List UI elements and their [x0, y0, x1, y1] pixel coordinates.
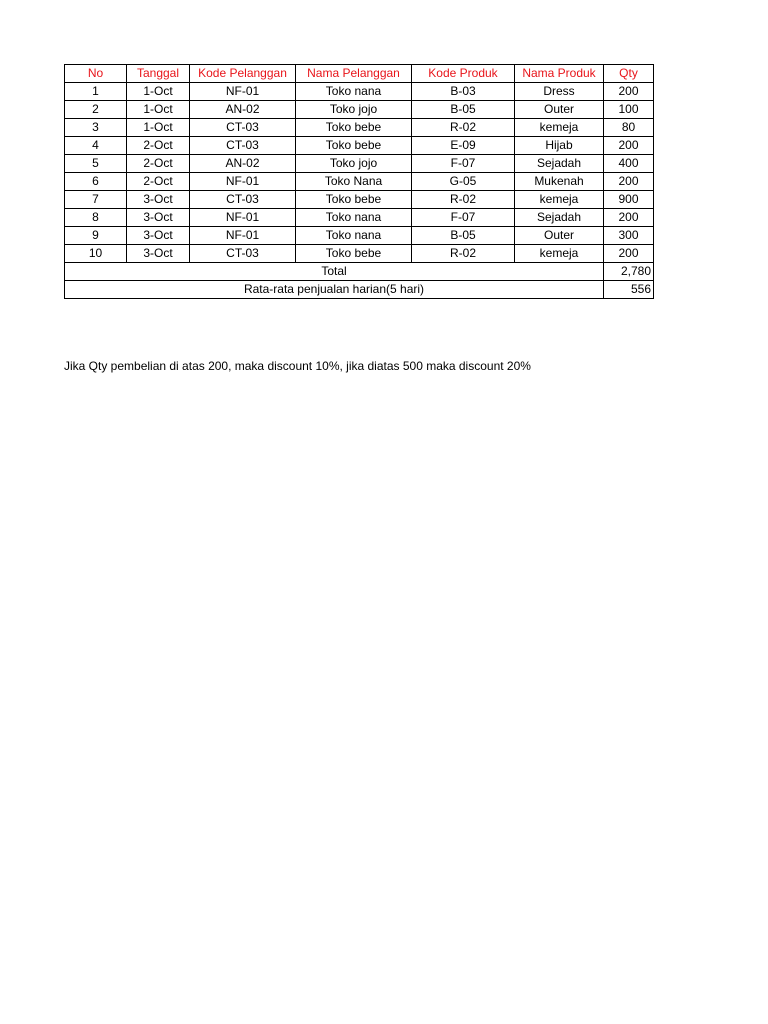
cell-no: 3 [65, 119, 127, 137]
cell-no: 10 [65, 245, 127, 263]
cell-kode-pelanggan: NF-01 [190, 173, 296, 191]
cell-nama-pelanggan: Toko Nana [296, 173, 412, 191]
cell-qty: 900 [604, 191, 654, 209]
table-row [65, 101, 654, 119]
cell-kode-pelanggan: AN-02 [190, 155, 296, 173]
cell-kode-produk: F-07 [412, 155, 515, 173]
cell-nama-pelanggan: Toko nana [296, 83, 412, 101]
cell-nama-pelanggan: Toko bebe [296, 245, 412, 263]
table-row [65, 83, 654, 101]
cell-kode-produk: B-05 [412, 227, 515, 245]
table-row [65, 155, 654, 173]
cell-qty: 200 [604, 137, 654, 155]
cell-nama-produk: Outer [515, 227, 604, 245]
cell-nama-pelanggan: Toko bebe [296, 137, 412, 155]
cell-tanggal: 1-Oct [127, 101, 190, 119]
cell-qty: 200 [604, 245, 654, 263]
cell-qty: 200 [604, 173, 654, 191]
cell-kode-pelanggan: NF-01 [190, 209, 296, 227]
cell-nama-produk: Dress [515, 83, 604, 101]
table-row [65, 227, 654, 245]
cell-kode-produk: R-02 [412, 191, 515, 209]
cell-nama-pelanggan: Toko jojo [296, 101, 412, 119]
cell-kode-pelanggan: NF-01 [190, 227, 296, 245]
cell-nama-produk: Sejadah [515, 209, 604, 227]
cell-tanggal: 1-Oct [127, 83, 190, 101]
cell-no: 7 [65, 191, 127, 209]
cell-tanggal: 2-Oct [127, 173, 190, 191]
cell-nama-produk: kemeja [515, 191, 604, 209]
cell-kode-pelanggan: CT-03 [190, 191, 296, 209]
header-row [65, 65, 654, 83]
cell-qty: 400 [604, 155, 654, 173]
cell-tanggal: 3-Oct [127, 245, 190, 263]
cell-no: 9 [65, 227, 127, 245]
cell-nama-produk: kemeja [515, 245, 604, 263]
header-qty: Qty [604, 65, 654, 83]
cell-kode-pelanggan: CT-03 [190, 245, 296, 263]
cell-no: 5 [65, 155, 127, 173]
header-nama-produk: Nama Produk [515, 65, 604, 83]
cell-no: 4 [65, 137, 127, 155]
table-row [65, 209, 654, 227]
cell-no: 6 [65, 173, 127, 191]
table-row [65, 137, 654, 155]
cell-nama-produk: Mukenah [515, 173, 604, 191]
cell-kode-produk: B-03 [412, 83, 515, 101]
cell-nama-pelanggan: Toko jojo [296, 155, 412, 173]
cell-tanggal: 2-Oct [127, 137, 190, 155]
cell-tanggal: 2-Oct [127, 155, 190, 173]
cell-qty: 200 [604, 209, 654, 227]
cell-nama-produk: Hijab [515, 137, 604, 155]
table-row [65, 119, 654, 137]
cell-nama-pelanggan: Toko bebe [296, 119, 412, 137]
cell-nama-produk: Sejadah [515, 155, 604, 173]
cell-nama-produk: Outer [515, 101, 604, 119]
cell-kode-produk: E-09 [412, 137, 515, 155]
cell-nama-pelanggan: Toko nana [296, 227, 412, 245]
cell-kode-produk: B-05 [412, 101, 515, 119]
table-row [65, 245, 654, 263]
cell-nama-pelanggan: Toko nana [296, 209, 412, 227]
header-nama-pelanggan: Nama Pelanggan [296, 65, 412, 83]
cell-qty: 200 [604, 83, 654, 101]
cell-tanggal: 3-Oct [127, 209, 190, 227]
cell-tanggal: 3-Oct [127, 227, 190, 245]
cell-tanggal: 1-Oct [127, 119, 190, 137]
cell-nama-produk: kemeja [515, 119, 604, 137]
table-body [65, 83, 654, 299]
cell-kode-pelanggan: CT-03 [190, 137, 296, 155]
cell-kode-pelanggan: CT-03 [190, 119, 296, 137]
cell-no: 2 [65, 101, 127, 119]
header-kode-produk: Kode Produk [412, 65, 515, 83]
sales-table [64, 64, 654, 299]
cell-kode-pelanggan: NF-01 [190, 83, 296, 101]
cell-kode-produk: R-02 [412, 119, 515, 137]
cell-qty: 100 [604, 101, 654, 119]
cell-no: 1 [65, 83, 127, 101]
average-row [65, 281, 654, 299]
cell-qty: 300 [604, 227, 654, 245]
cell-kode-produk: F-07 [412, 209, 515, 227]
cell-kode-produk: R-02 [412, 245, 515, 263]
average-value: 556 [604, 281, 654, 299]
table-row [65, 173, 654, 191]
header-no: No [65, 65, 127, 83]
total-row [65, 263, 654, 281]
average-label: Rata-rata penjualan harian(5 hari) [65, 281, 604, 299]
cell-no: 8 [65, 209, 127, 227]
cell-tanggal: 3-Oct [127, 191, 190, 209]
total-value: 2,780 [604, 263, 654, 281]
header-tanggal: Tanggal [127, 65, 190, 83]
cell-kode-pelanggan: AN-02 [190, 101, 296, 119]
cell-kode-produk: G-05 [412, 173, 515, 191]
header-kode-pelanggan: Kode Pelanggan [190, 65, 296, 83]
table-row [65, 191, 654, 209]
cell-nama-pelanggan: Toko bebe [296, 191, 412, 209]
discount-note: Jika Qty pembelian di atas 200, maka discount 10%, jika diatas 500 maka discount 20% [64, 359, 531, 373]
cell-qty: 80 [604, 119, 654, 137]
total-label: Total [65, 263, 604, 281]
